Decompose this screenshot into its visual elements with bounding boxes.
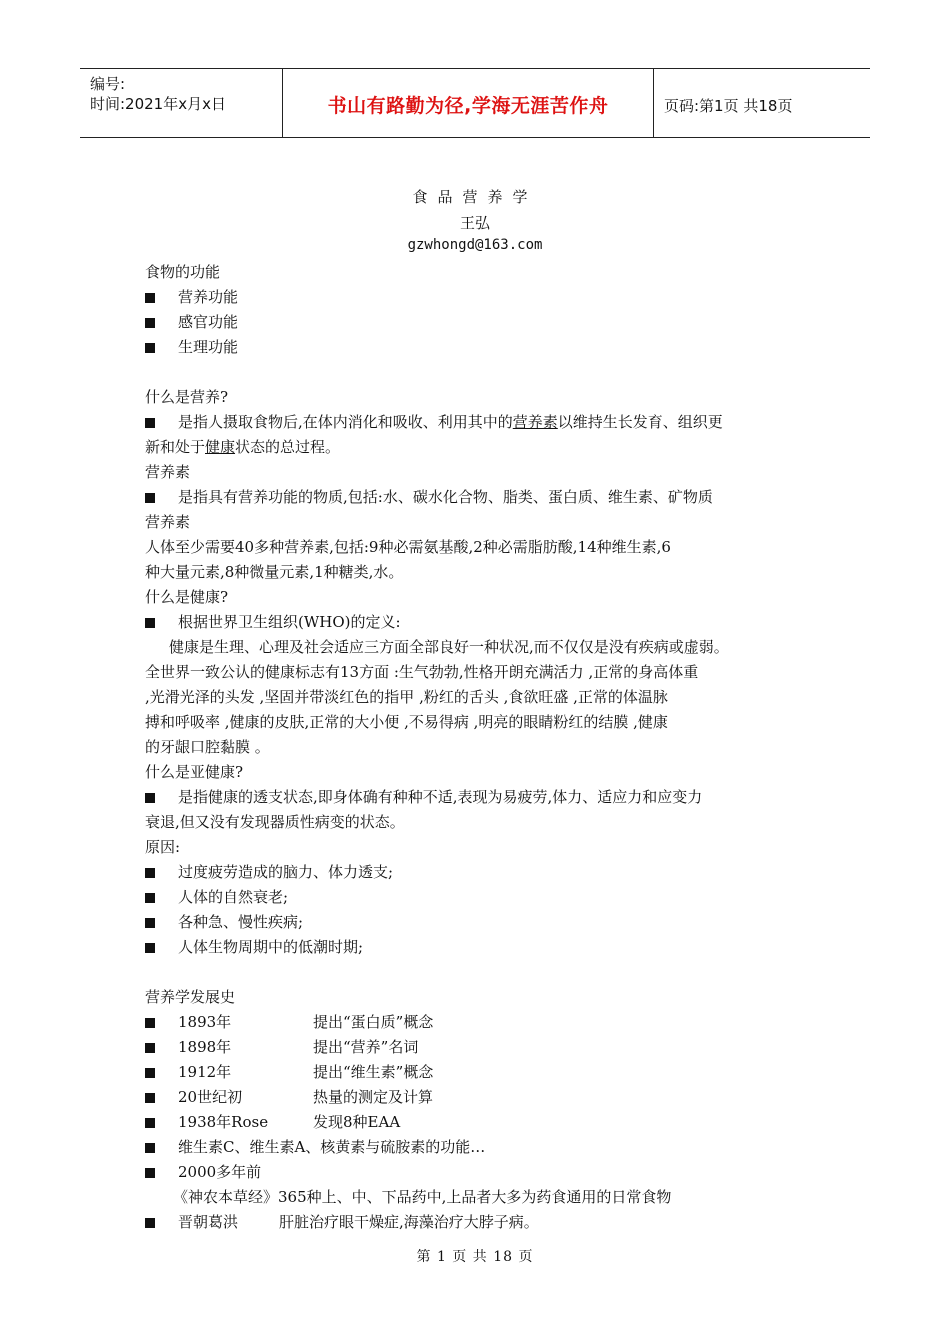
- health-link[interactable]: 健康: [205, 438, 236, 456]
- page-footer: 第 1 页 共 18 页: [416, 1249, 534, 1265]
- list-item: 感官功能: [145, 310, 815, 335]
- paragraph-line: 是指人摄取食物后,在体内消化和吸收、利用其中的营养素以维持生长发育、组织更: [145, 410, 815, 435]
- doc-title: 食品营养学: [412, 188, 538, 206]
- bullet-icon: [145, 1010, 178, 1035]
- bullet-icon: [145, 1110, 178, 1135]
- bullet-icon: [145, 410, 178, 435]
- paragraph-line: 《神农本草经》365种上、中、下品药中,上品者大多为药食通用的日常食物: [173, 1188, 672, 1206]
- list-item: 根据世界卫生组织(WHO)的定义:: [145, 610, 815, 635]
- bullet-icon: [145, 610, 178, 635]
- history-row: 1912年 提出“维生素”概念: [145, 1060, 815, 1085]
- history-row: 1893年 提出“蛋白质”概念: [145, 1010, 815, 1035]
- section-heading: 原因:: [145, 838, 181, 856]
- header-meta-cell: [80, 69, 283, 137]
- list-item: 过度疲劳造成的脑力、体力透支;: [145, 860, 815, 885]
- bullet-icon: [145, 285, 178, 310]
- list-item: 人体的自然衰老;: [145, 885, 815, 910]
- time-label: 时间:2021年x月x日: [90, 95, 226, 113]
- section-heading: 营养学发展史: [145, 988, 236, 1006]
- bullet-icon: [145, 885, 178, 910]
- paragraph-line: 种大量元素,8种微量元素,1种糖类,水。: [145, 563, 404, 581]
- paragraph-line: 健康是生理、心理及社会适应三方面全部良好一种状况,而不仅仅是没有疾病或虚弱。: [169, 638, 729, 656]
- bullet-icon: [145, 910, 178, 935]
- paragraph-line: 全世界一致公认的健康标志有13方面 :生气勃勃,性格开朗充满活力 ,正常的身高体重: [145, 663, 699, 681]
- list-item: 生理功能: [145, 335, 815, 360]
- header-page-number: 页码:第1页 共18页: [664, 97, 793, 115]
- code-label: 编号:: [90, 75, 126, 93]
- history-row: 1898年 提出“营养”名词: [145, 1035, 815, 1060]
- paragraph-line: ,光滑光泽的头发 ,坚固并带淡红色的指甲 ,粉红的舌头 ,食欲旺盛 ,正常的体温脉: [145, 688, 668, 706]
- section-heading: 什么是亚健康?: [145, 763, 244, 781]
- header-pager-cell: [654, 69, 870, 137]
- bullet-icon: [145, 1085, 178, 1110]
- section-heading: 什么是营养?: [145, 388, 229, 406]
- list-item: 营养功能: [145, 285, 815, 310]
- bullet-icon: [145, 310, 178, 335]
- section-heading: 食物的功能: [145, 263, 221, 281]
- list-item: 是指健康的透支状态,即身体确有种种不适,表现为易疲劳,体力、适应力和应变力: [145, 785, 815, 810]
- paragraph-line: 搏和呼吸率 ,健康的皮肤,正常的大小便 ,不易得病 ,明亮的眼睛粉红的结膜 ,健康: [145, 713, 668, 731]
- bullet-icon: [145, 1210, 178, 1235]
- history-row: 1938年Rose 发现8种EAA: [145, 1110, 815, 1135]
- bullet-icon: [145, 860, 178, 885]
- motto: 书山有路勤为径,学海无涯苦作舟: [327, 95, 609, 117]
- list-item: 是指具有营养功能的物质,包括:水、碳水化合物、脂类、蛋白质、维生素、矿物质: [145, 485, 815, 510]
- paragraph-line: 人体至少需要40多种营养素,包括:9种必需氨基酸,2种必需脂肪酸,14种维生素,6: [145, 538, 671, 556]
- paragraph-line: 衰退,但又没有发现器质性病变的状态。: [145, 813, 405, 831]
- bullet-icon: [145, 1160, 178, 1185]
- list-item: 各种急、慢性疾病;: [145, 910, 815, 935]
- section-heading: 营养素: [145, 463, 191, 481]
- paragraph-line: 的牙龈口腔黏膜 。: [145, 738, 270, 756]
- bullet-icon: [145, 335, 178, 360]
- doc-email: gzwhongd@163.com: [407, 237, 543, 253]
- history-row: 20世纪初 热量的测定及计算: [145, 1085, 815, 1110]
- bullet-icon: [145, 935, 178, 960]
- bullet-icon: [145, 1060, 178, 1085]
- section-heading: 营养素: [145, 513, 191, 531]
- history-row: 晋朝葛洪 肝脏治疗眼干燥症,海藻治疗大脖子病。: [145, 1210, 815, 1235]
- bullet-icon: [145, 785, 178, 810]
- header-motto-cell: [283, 69, 654, 137]
- page-header: [80, 68, 870, 138]
- nutrient-link[interactable]: 营养素: [512, 413, 558, 431]
- bullet-icon: [145, 485, 178, 510]
- document-body: [145, 260, 815, 1235]
- list-item: 2000多年前: [145, 1160, 815, 1185]
- bullet-icon: [145, 1035, 178, 1060]
- section-heading: 什么是健康?: [145, 588, 229, 606]
- paragraph-line: 新和处于健康状态的总过程。: [145, 438, 341, 456]
- list-item: 维生素C、维生素A、核黄素与硫胺素的功能…: [145, 1135, 815, 1160]
- list-item: 人体生物周期中的低潮时期;: [145, 935, 815, 960]
- doc-author: 王弘: [459, 214, 490, 232]
- bullet-icon: [145, 1135, 178, 1160]
